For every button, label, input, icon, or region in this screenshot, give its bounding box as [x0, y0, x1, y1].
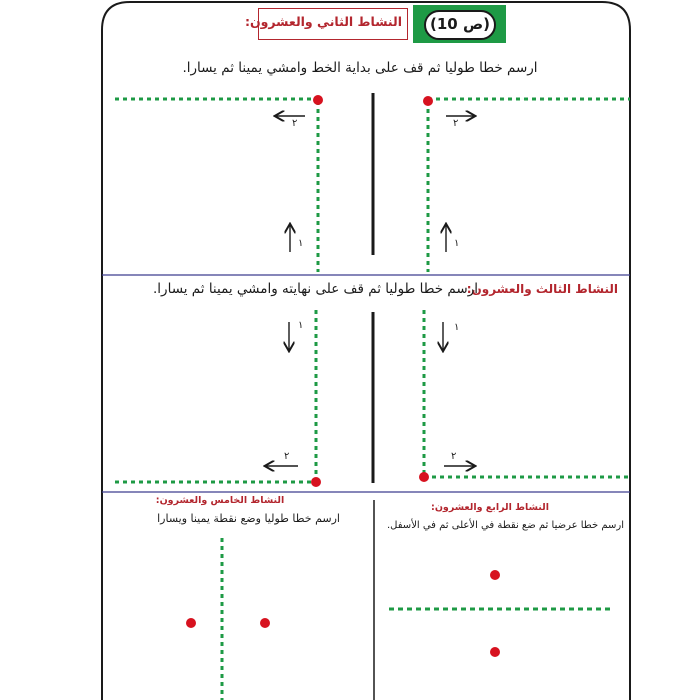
- a23-left-down-label: ١: [298, 320, 304, 331]
- a22-left-up-label: ١: [298, 238, 304, 249]
- a22-left-dot: [313, 95, 323, 105]
- a22-left-arrow-label: ٢: [292, 118, 298, 129]
- a23-right-down-label: ١: [454, 322, 460, 333]
- a25-right-dot: [260, 618, 270, 628]
- a24-instruction: ارسم خطا عرضيا ثم ضع نقطة في الأعلى ثم في الأسفل.: [387, 520, 624, 531]
- a22-right-up-label: ١: [454, 238, 460, 249]
- a25-title: النشاط الخامس والعشرون:: [155, 495, 285, 506]
- a22-right-dot: [423, 96, 433, 106]
- a23-title: النشاط الثالث والعشرون:: [466, 282, 618, 296]
- a24-top-dot: [490, 570, 500, 580]
- a23-instruction: ارسم خطا طوليا ثم قف على نهايته وامشي يمينا ثم يسارا.: [153, 281, 478, 297]
- a22-right-arrow-label: ٢: [453, 118, 459, 129]
- a23-left-dot: [311, 477, 321, 487]
- a25-instruction: ارسم خطا طوليا وضع نقطة يمينا ويسارا: [157, 512, 340, 525]
- a23-right-dot: [419, 472, 429, 482]
- a24-bottom-dot: [490, 647, 500, 657]
- a23-right-arrow-label: ٢: [451, 451, 457, 462]
- page-number-badge: (ص 10): [424, 10, 496, 40]
- a22-instruction: ارسم خطا طوليا ثم قف على بداية الخط وامشي يمينا ثم يسارا.: [182, 60, 538, 76]
- a24-title: النشاط الرابع والعشرون:: [431, 502, 549, 513]
- a23-left-arrow-label: ٢: [284, 451, 290, 462]
- page-border: [102, 2, 630, 700]
- a25-left-dot: [186, 618, 196, 628]
- header-title: النشاط الثاني والعشرون:: [244, 14, 402, 29]
